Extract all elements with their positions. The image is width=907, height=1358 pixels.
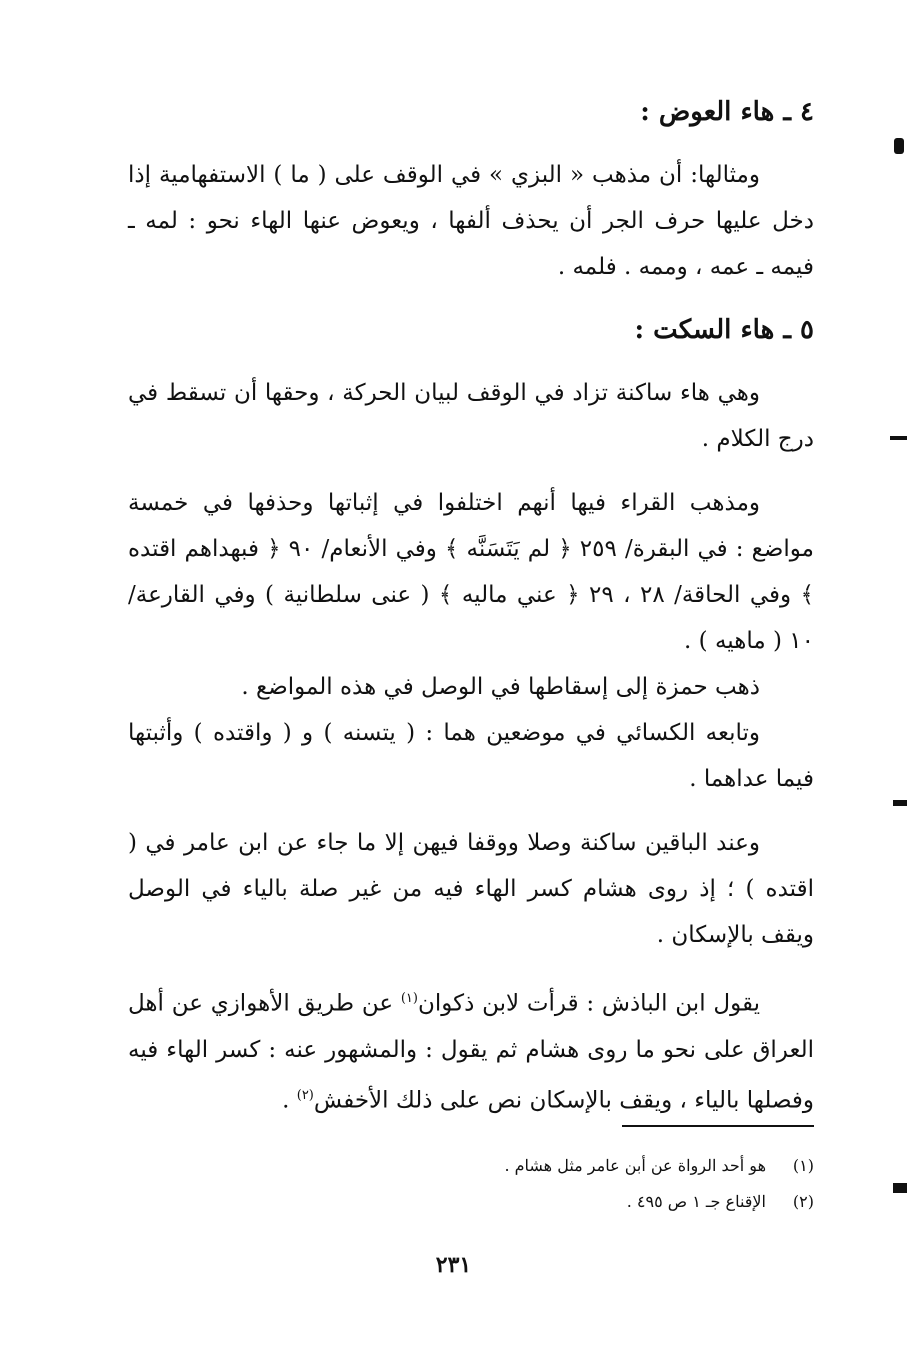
footnote-text: هو أحد الرواة عن أبن عامر مثل هشام .	[504, 1156, 766, 1175]
section-heading-4: ٤ ـ هاء العوض :	[640, 97, 814, 127]
footnote-number: (١)	[792, 1156, 814, 1175]
footnotes	[300, 1148, 814, 1220]
footnote	[300, 1184, 814, 1220]
footnote-number: (٢)	[792, 1192, 814, 1211]
scan-mark	[890, 436, 907, 440]
paragraph: ومثالها: أن مذهب « البزي » في الوقف على ( ما ) الاستفهامية إذا دخل عليها حرف الجر أن يحذف ألفها ، ويعوض عنها الهاء نحو : لمه ـ فيمه ـ عمه ، وممه . فلمه .	[128, 162, 814, 280]
paragraph: وعند الباقين ساكنة وصلا ووقفا فيهن إلا ما جاء عن ابن عامر في ( اقتده ) ؛ إذ روى هشام كسر الهاء فيه من غير صلة بالياء في الوصل ويقف بالإسكان .	[128, 830, 814, 948]
page-body	[128, 90, 814, 1123]
paragraph: وهي هاء ساكنة تزاد في الوقف لبيان الحركة ، وحقها أن تسقط في درج الكلام .	[128, 380, 814, 452]
paragraph: وتابعه الكسائي في موضعين هما : ( يتسنه ) و ( واقتده ) وأثبتها فيما عداهما .	[128, 720, 814, 792]
paragraph-text: يقول ابن الباذش : قرأت لابن ذكوان	[417, 990, 760, 1017]
footnote-separator	[622, 1125, 814, 1127]
scan-mark	[893, 1183, 907, 1193]
section-heading-5: ٥ ـ هاء السكت :	[634, 315, 814, 345]
footnote-ref: (١)	[400, 991, 418, 1006]
footnote-ref: (٢)	[296, 1087, 314, 1103]
paragraph: ذهب حمزة إلى إسقاطها في الوصل في هذه المواضع .	[241, 674, 760, 700]
footnote	[300, 1148, 814, 1184]
scan-mark	[893, 800, 907, 806]
page-number: ٢٣١	[435, 1252, 472, 1278]
footnote-text: الإقناع جـ ١ ص ٤٩٥ .	[626, 1192, 766, 1211]
paragraph-text: عن طريق الأهوازي عن أهل العراق على نحو ما روى هشام ثم يقول : والمشهور عنه : كسر الهاء فيه وفصلها بالياء ، ويقف بالإسكان نص على ذلك الأخفش	[128, 990, 814, 1114]
paragraph	[128, 976, 814, 1123]
paragraph: ومذهب القراء فيها أنهم اختلفوا في إثباتها وحذفها في خمسة مواضع : في البقرة/ ٢٥٩ ﴿ لم يَتَسَنَّه ﴾ وفي الأنعام/ ٩٠ ﴿ فبهداهم اقتده ﴾ وفي الحاقة/ ٢٨ ، ٢٩ ﴿ عني ماليه ﴾ ( عنى سلطانية ) وفي القارعة/ ١٠ ( ماهيه ) .	[128, 490, 815, 654]
scan-mark	[894, 138, 904, 154]
paragraph-text: .	[282, 1087, 297, 1114]
